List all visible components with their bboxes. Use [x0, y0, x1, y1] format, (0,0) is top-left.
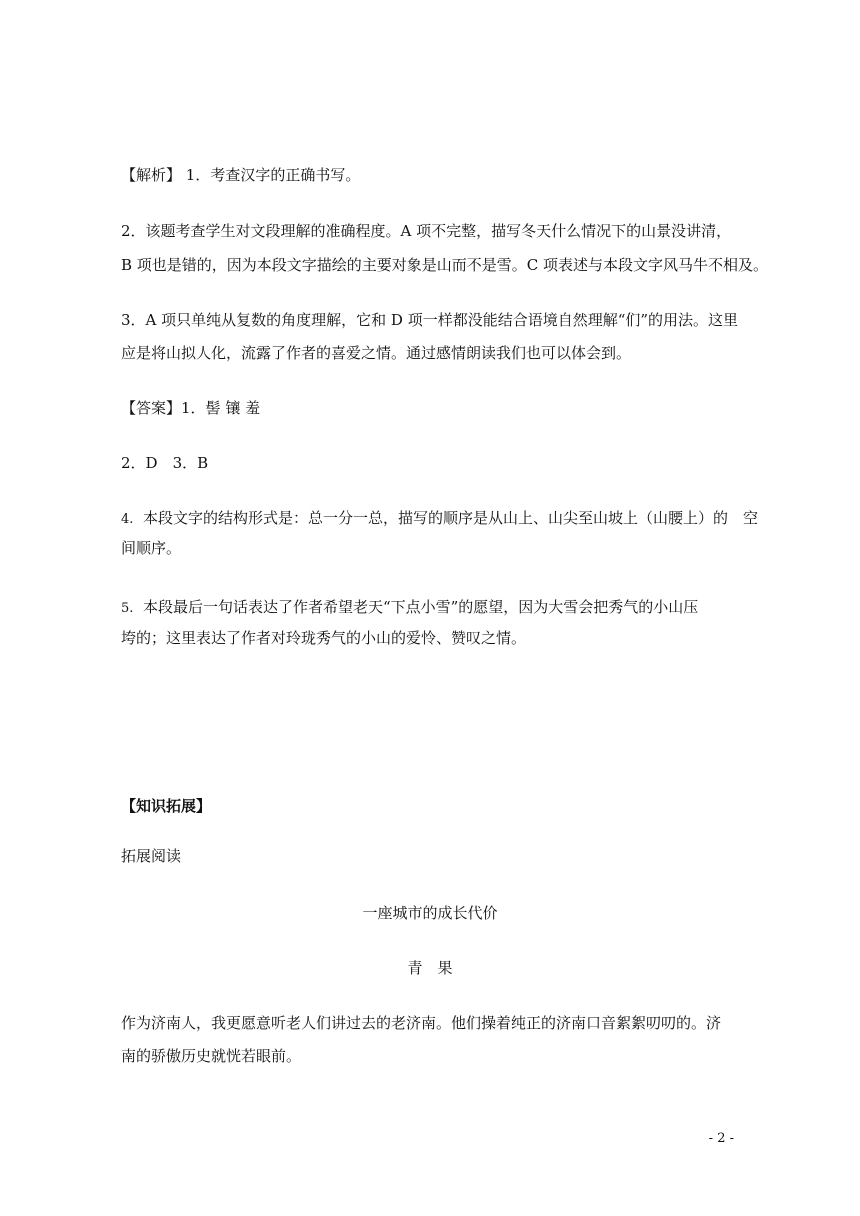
article-title: 一座城市的成长代价 [362, 904, 498, 922]
analysis-item-2-line-1: 2．该题考查学生对文段理解的准确程度。A 项不完整，描写冬天什么情况下的山景没讲清， [121, 222, 732, 240]
extension-subheading: 拓展阅读 [121, 847, 182, 865]
analysis-item-3-line-2: 应是将山拟人化，流露了作者的喜爱之情。通过感情朗读我们也可以体会到。 [121, 344, 632, 362]
article-paragraph-line-1: 作为济南人，我更愿意听老人们讲过去的老济南。他们操着纯正的济南口音絮絮叨叨的。济 [121, 1014, 722, 1032]
answer-item-4-number: 4. [121, 512, 134, 527]
answer-item-5-line-2: 垮的；这里表达了作者对玲珑秀气的小山的爱怜、赞叹之情。 [121, 629, 527, 647]
answer-item-4-text: 本段文字的结构形式是：总一分一总，描写的顺序是从山上、山尖至山坡上（山腰上）的 空 [142, 509, 758, 527]
answer-item-4-line-2: 间顺序。 [121, 539, 182, 557]
answer-label: 【答案】 [121, 399, 182, 417]
extension-heading: 【知识拓展】 [121, 797, 212, 815]
article-author: 青 果 [407, 959, 453, 977]
answer-items-2-3: 2．D 3．B [121, 454, 209, 472]
answer-item-5-line-1 [121, 597, 698, 619]
article-paragraph-line-2: 南的骄傲历史就恍若眼前。 [121, 1047, 302, 1065]
answer-line-1 [121, 398, 260, 418]
analysis-item-2-line-2: B 项也是错的，因为本段文字描绘的主要对象是山而不是雪。C 项表述与本段文字风马牛不相及。 [121, 256, 769, 274]
answer-item-4-line-1 [121, 508, 758, 530]
analysis-line-1 [121, 165, 360, 185]
answer-item-5-text: 本段最后一句话表达了作者希望老天“下点小雪”的愿望，因为大雪会把秀气的小山压 [142, 598, 699, 616]
page-number: - 2 - [708, 1131, 734, 1146]
analysis-label: 【解析】 [121, 166, 182, 184]
answer-item-5-number: 5. [121, 601, 134, 616]
analysis-item-3-line-1: 3．A 项只单纯从复数的角度理解，它和 D 项一样都没能结合语境自然理解“们”的用法。这里 [121, 311, 739, 329]
analysis-item-1: 1．考查汉字的正确书写。 [185, 166, 361, 184]
answer-item-1: 1．髻 镶 羞 [181, 399, 261, 417]
